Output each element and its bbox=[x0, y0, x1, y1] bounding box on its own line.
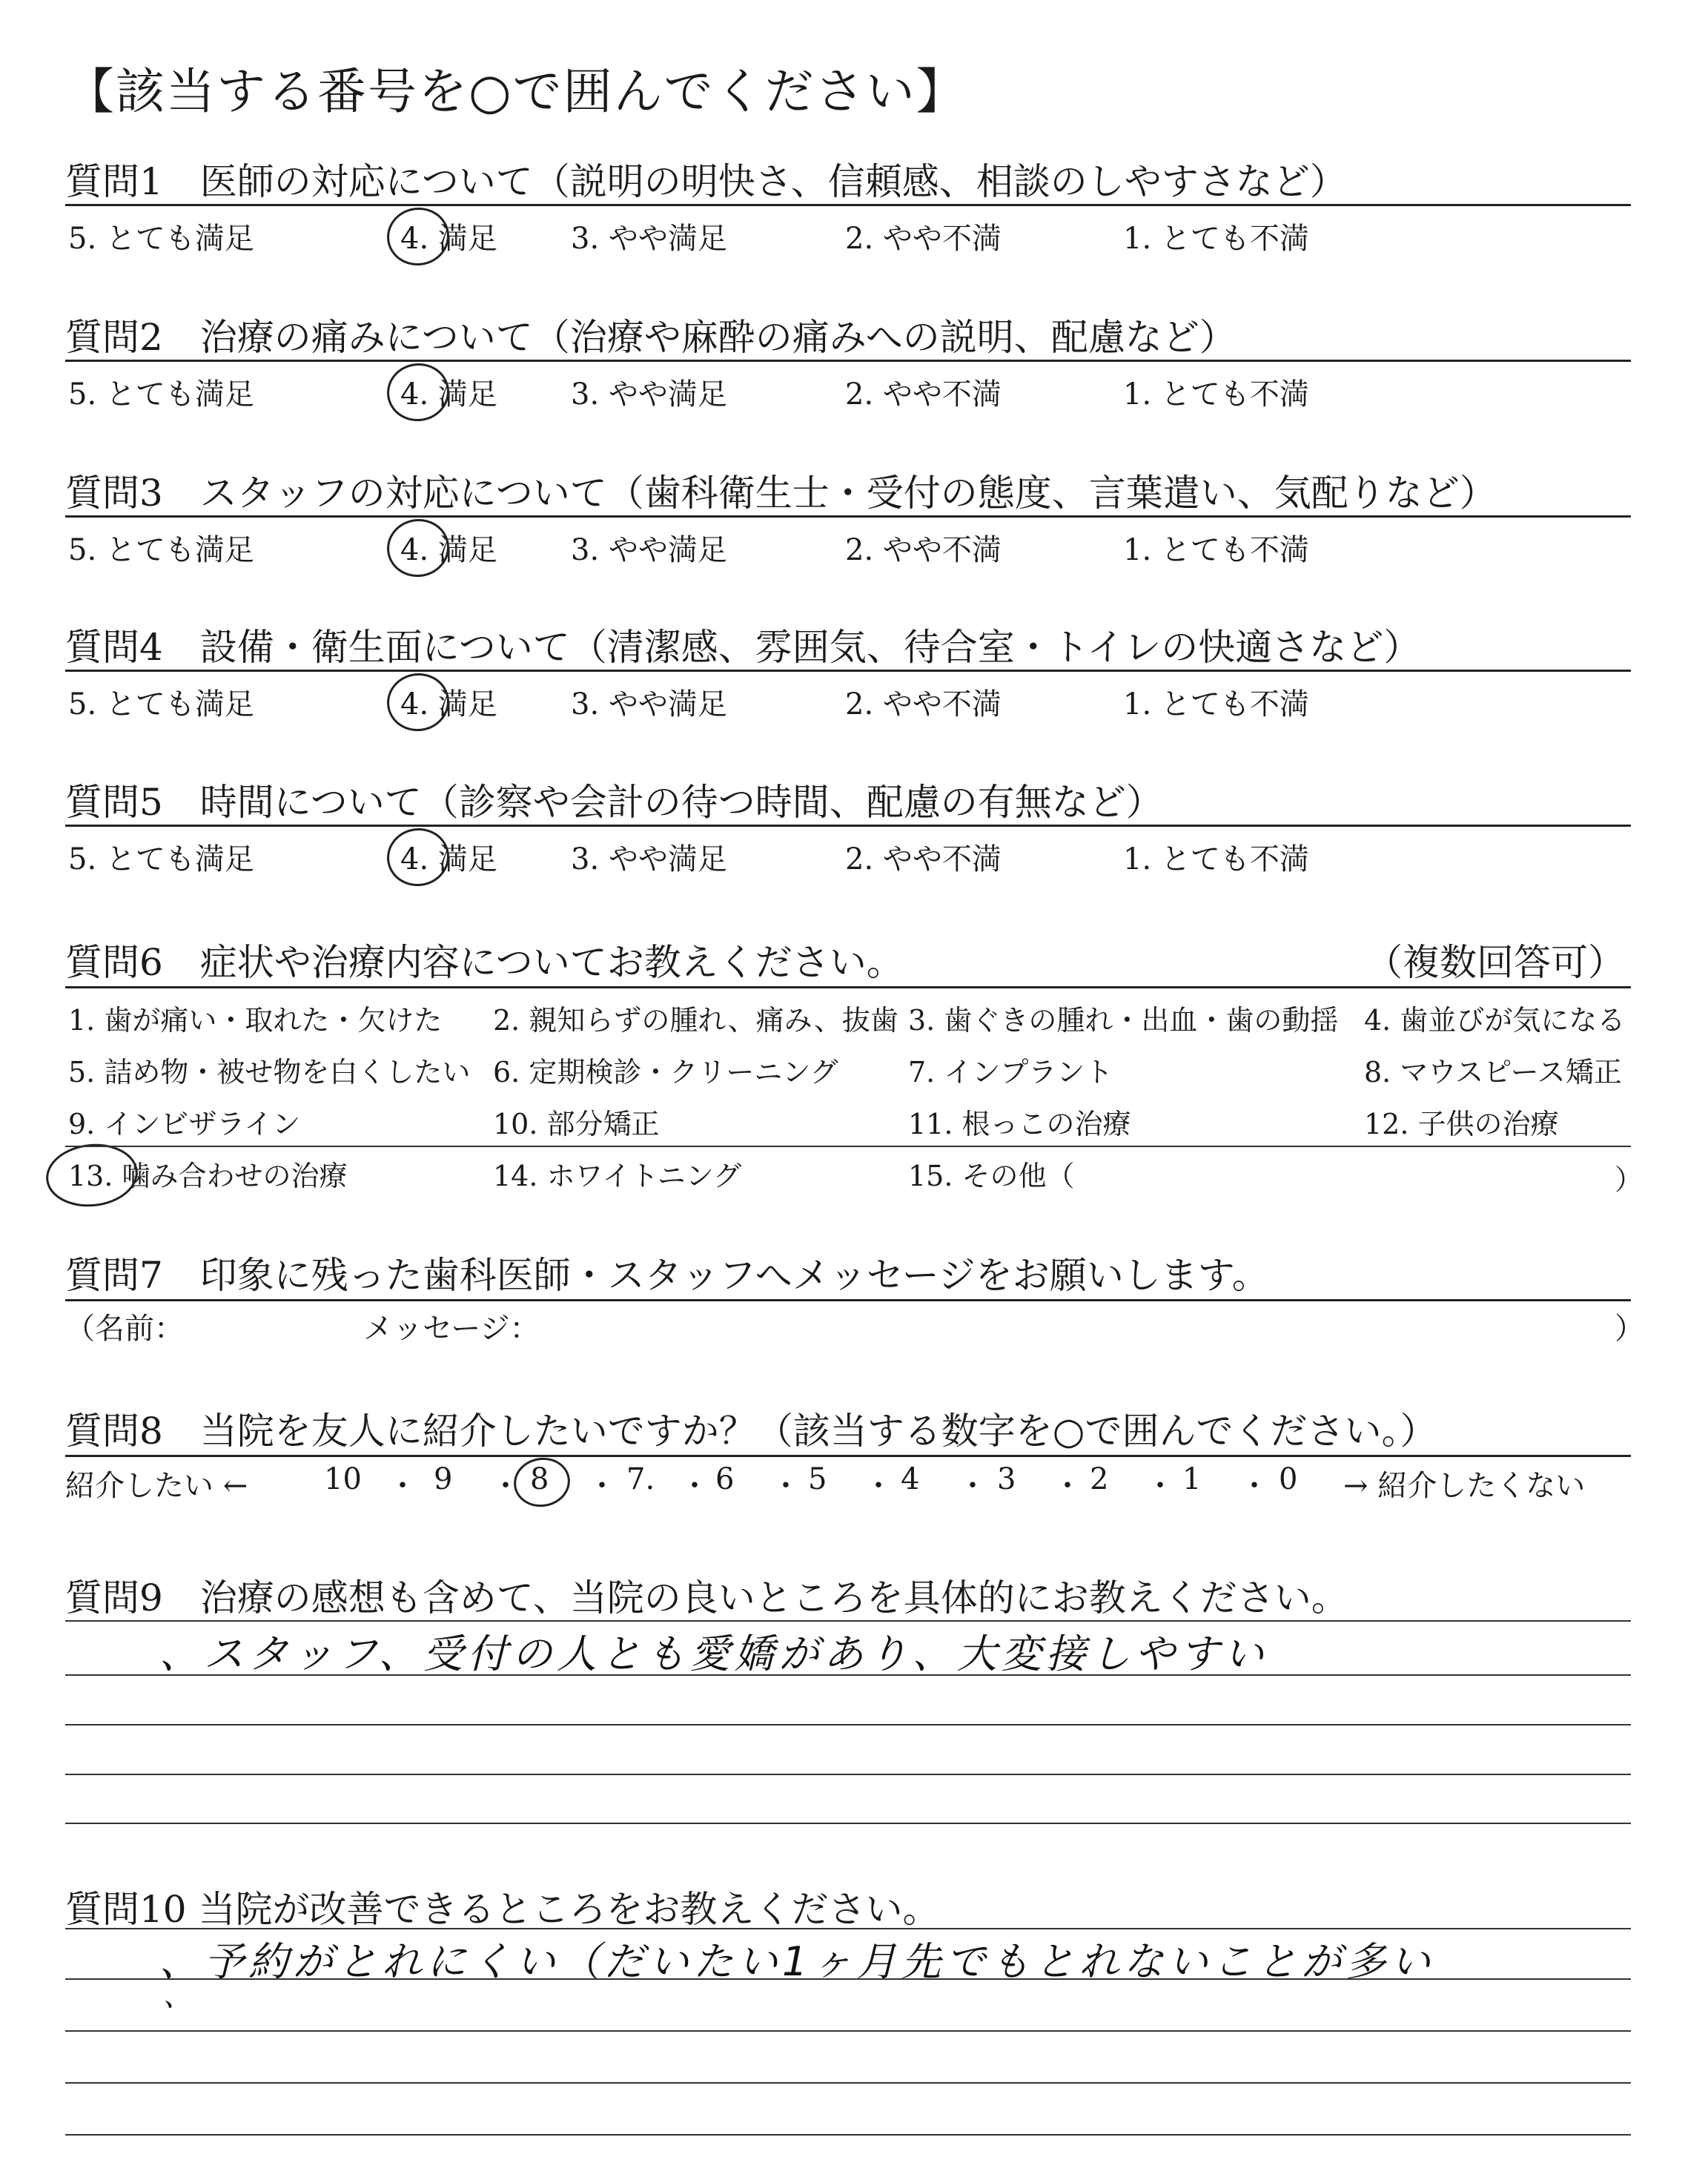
q8-scale-number: 3 bbox=[997, 1462, 1016, 1496]
q10-line-2 bbox=[65, 1978, 1631, 1980]
q1-title: 質問1 医師の対応について（説明の明快さ、信頼感、相談のしやすさなど） bbox=[65, 160, 1347, 203]
q5-option: 2. やや不満 bbox=[845, 842, 1002, 876]
q7-rule bbox=[65, 1299, 1631, 1301]
q10-answer: 、予約がとれにくい（だいたい1ヶ月先でもとれないことが多い bbox=[159, 1938, 1435, 1985]
q7-name-label: （名前： bbox=[65, 1312, 184, 1346]
q8-left-label: 紹介したい ← bbox=[65, 1469, 248, 1503]
q4-rule bbox=[65, 670, 1631, 672]
q7-close-paren: ） bbox=[1615, 1312, 1644, 1346]
q6-rule bbox=[65, 986, 1631, 988]
q6-option: 12. 子供の治療 bbox=[1364, 1108, 1559, 1140]
q8-scale-separator: ・ bbox=[864, 1469, 893, 1503]
q2-option: 4. 満足 bbox=[400, 377, 497, 412]
q8-scale-separator: ・ bbox=[491, 1469, 520, 1503]
q5-option: 4. 満足 bbox=[400, 842, 497, 876]
q1-option: 5. とても満足 bbox=[68, 222, 254, 256]
q10-line-3 bbox=[65, 2030, 1631, 2032]
q9-line-2 bbox=[65, 1674, 1631, 1676]
q9-answer: 、スタッフ、受付の人とも愛嬌があり、大変接しやすい bbox=[159, 1631, 1268, 1677]
q6-title: 質問6 症状や治療内容についてお教えください。 bbox=[65, 941, 904, 984]
q5-title: 質問5 時間について（診察や会計の待つ時間、配慮の有無など） bbox=[65, 781, 1163, 824]
q5-rule bbox=[65, 825, 1631, 827]
q1-option: 4. 満足 bbox=[400, 222, 497, 256]
q8-scale-number: 2 bbox=[1090, 1462, 1109, 1496]
q10-line-5 bbox=[65, 2134, 1631, 2136]
q3-option: 4. 満足 bbox=[400, 533, 497, 567]
q8-scale-separator: ・ bbox=[680, 1469, 709, 1503]
q10-answer-2: 、 bbox=[163, 1979, 197, 2013]
q6-option: 8. マウスピース矯正 bbox=[1364, 1056, 1622, 1089]
q2-title: 質問2 治療の痛みについて（治療や麻酔の痛みへの説明、配慮など） bbox=[65, 316, 1237, 359]
q8-scale-number: 5 bbox=[808, 1462, 827, 1496]
q3-rule bbox=[65, 515, 1631, 518]
q8-scale-number: 9 bbox=[434, 1462, 453, 1496]
q10-line-4 bbox=[65, 2082, 1631, 2084]
q9-title: 質問9 治療の感想も含めて、当院の良いところを具体的にお教えください。 bbox=[65, 1576, 1348, 1619]
q6-option: 6. 定期検診・クリーニング bbox=[493, 1056, 838, 1089]
q6-option: 1. 歯が痛い・取れた・欠けた bbox=[68, 1004, 443, 1037]
q8-scale-number: 10 bbox=[324, 1462, 362, 1496]
q9-line-4 bbox=[65, 1774, 1631, 1775]
q4-option: 3. やや満足 bbox=[571, 687, 727, 721]
q7-message-label: メッセージ： bbox=[363, 1312, 540, 1346]
q8-scale-number: 1 bbox=[1182, 1462, 1202, 1496]
q10-title: 質問10 当院が改善できるところをお教えください。 bbox=[65, 1888, 940, 1931]
q1-selected-circle bbox=[383, 204, 453, 270]
q5-option: 1. とても不満 bbox=[1123, 842, 1309, 876]
q8-scale-number: 6 bbox=[715, 1462, 735, 1496]
q4-option: 5. とても満足 bbox=[68, 687, 254, 721]
q1-option: 1. とても不満 bbox=[1123, 222, 1309, 256]
q8-scale-number: 4 bbox=[901, 1462, 920, 1496]
q8-rule bbox=[65, 1455, 1631, 1457]
q6-option: 15. その他（ bbox=[908, 1160, 1075, 1192]
q2-rule bbox=[65, 360, 1631, 362]
q5-option: 3. やや満足 bbox=[571, 842, 727, 876]
q5-selected-circle bbox=[383, 825, 453, 891]
q8-scale-separator: ・ bbox=[1053, 1469, 1082, 1503]
q6-option: 3. 歯ぐきの腫れ・出血・歯の動揺 bbox=[908, 1004, 1339, 1037]
q8-scale-number: 7. bbox=[626, 1462, 655, 1496]
q6-bottom-rule bbox=[65, 1146, 1631, 1147]
q8-scale-number: 8 bbox=[530, 1462, 549, 1496]
q7-title: 質問7 印象に残った歯科医師・スタッフへメッセージをお願いします。 bbox=[65, 1254, 1269, 1297]
q9-line-1 bbox=[65, 1620, 1631, 1622]
q8-scale-separator: ・ bbox=[587, 1469, 617, 1503]
q1-option: 3. やや満足 bbox=[571, 222, 727, 256]
q1-option: 2. やや不満 bbox=[845, 222, 1002, 256]
q4-title: 質問4 設備・衛生面について（清潔感、雰囲気、待合室・トイレの快適さなど） bbox=[65, 626, 1421, 669]
q4-option: 2. やや不満 bbox=[845, 687, 1002, 721]
q6-selected-circle bbox=[43, 1140, 141, 1212]
q3-option: 3. やや満足 bbox=[571, 533, 727, 567]
q8-title: 質問8 当院を友人に紹介したいですか？（該当する数字を○で囲んでください。） bbox=[65, 1410, 1437, 1453]
q2-option: 5. とても満足 bbox=[68, 377, 254, 412]
q2-option: 1. とても不満 bbox=[1123, 377, 1309, 412]
q6-note: （複数回答可） bbox=[1366, 941, 1625, 984]
q5-option: 5. とても満足 bbox=[68, 842, 254, 876]
q8-scale-number: 0 bbox=[1279, 1462, 1298, 1496]
q2-option: 2. やや不満 bbox=[845, 377, 1002, 412]
q6-option: 7. インプラント bbox=[908, 1056, 1113, 1089]
q2-selected-circle bbox=[383, 360, 453, 426]
q8-scale-separator: ・ bbox=[771, 1469, 801, 1503]
q4-selected-circle bbox=[383, 670, 453, 736]
q6-close-paren: ） bbox=[1615, 1163, 1644, 1196]
q6-option: 13. 噛み合わせの治療 bbox=[68, 1160, 348, 1192]
q9-line-3 bbox=[65, 1724, 1631, 1725]
q3-option: 1. とても不満 bbox=[1123, 533, 1309, 567]
q6-option: 14. ホワイトニング bbox=[493, 1160, 742, 1192]
q1-rule bbox=[65, 204, 1631, 206]
q6-option: 5. 詰め物・被せ物を白くしたい bbox=[68, 1056, 471, 1089]
q8-scale-separator: ・ bbox=[388, 1469, 417, 1503]
q8-scale-separator: ・ bbox=[1239, 1469, 1269, 1503]
q4-option: 1. とても不満 bbox=[1123, 687, 1309, 721]
form-header: 【該当する番号を○で囲んでください】 bbox=[65, 63, 967, 120]
q6-option: 11. 根っこの治療 bbox=[908, 1108, 1131, 1140]
q6-option: 9. インビザライン bbox=[68, 1108, 301, 1140]
q6-option: 4. 歯並びが気になる bbox=[1364, 1004, 1626, 1037]
q3-option: 2. やや不満 bbox=[845, 533, 1002, 567]
q2-option: 3. やや満足 bbox=[571, 377, 727, 412]
q9-line-5 bbox=[65, 1823, 1631, 1824]
q8-scale-separator: ・ bbox=[958, 1469, 987, 1503]
q3-title: 質問3 スタッフの対応について（歯科衛生士・受付の態度、言葉遣い、気配りなど） bbox=[65, 472, 1497, 515]
q6-option: 10. 部分矯正 bbox=[493, 1108, 660, 1140]
q3-selected-circle bbox=[383, 515, 453, 581]
q6-option: 2. 親知らずの腫れ、痛み、抜歯 bbox=[493, 1004, 898, 1037]
q4-option: 4. 満足 bbox=[400, 687, 497, 721]
q8-scale-separator: ・ bbox=[1145, 1469, 1175, 1503]
q10-line-1 bbox=[65, 1928, 1631, 1929]
q3-option: 5. とても満足 bbox=[68, 533, 254, 567]
q8-right-label: → 紹介したくない bbox=[1343, 1469, 1586, 1503]
